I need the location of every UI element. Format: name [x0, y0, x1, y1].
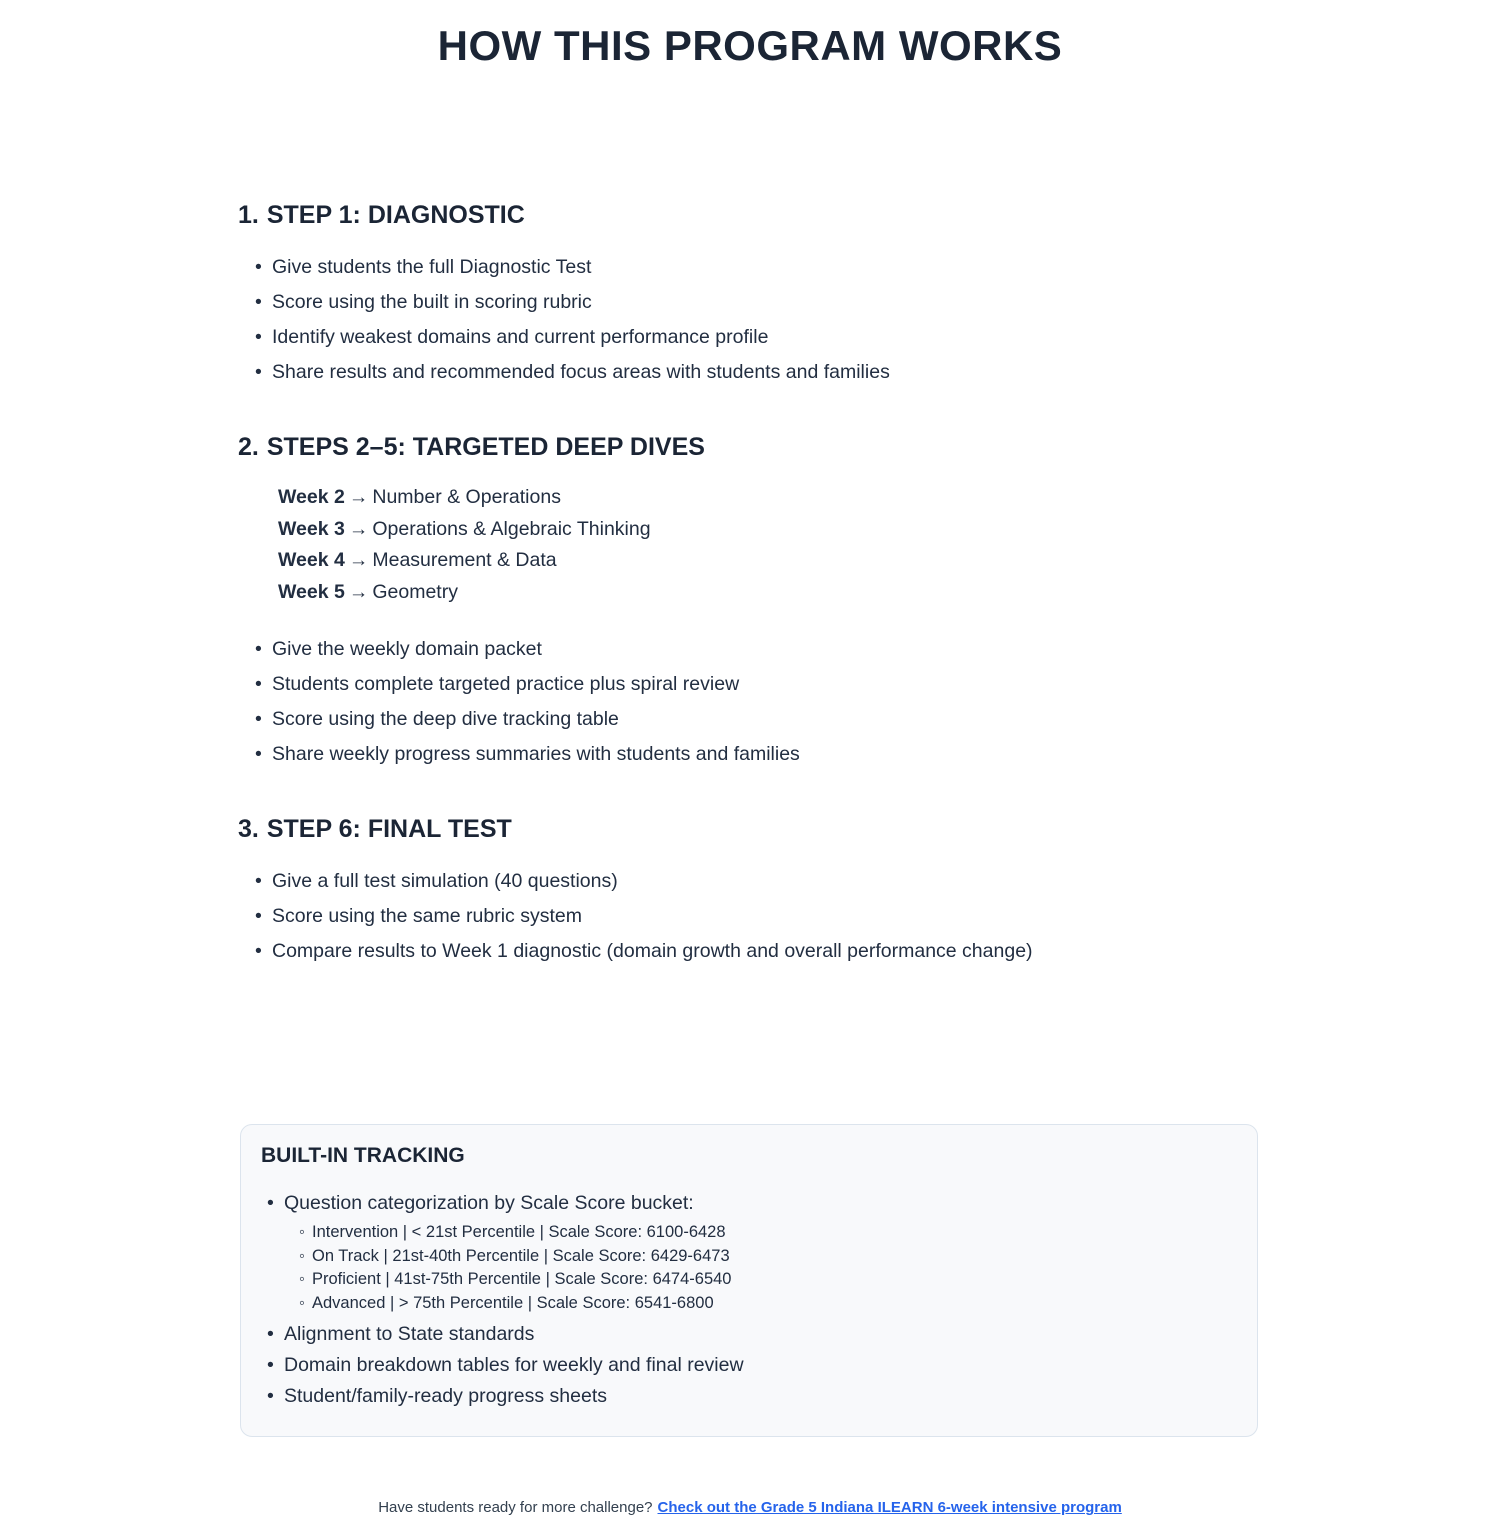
bullet-text: Give a full test simulation (40 questions) [272, 870, 618, 893]
arrow-icon: → [348, 486, 369, 509]
bullet-item [255, 355, 1260, 390]
weekly-schedule [278, 482, 1260, 608]
section-steps-2-5-deep-dives [238, 432, 1260, 772]
section-title: STEPS 2–5: TARGETED DEEP DIVES [266, 433, 705, 462]
section-number: 1. [238, 201, 259, 230]
bullet-item [267, 1319, 1233, 1350]
section-heading [238, 432, 1260, 462]
bullet-item [255, 864, 1260, 899]
scale-score-bucket [299, 1268, 1233, 1292]
scale-score-bucket [299, 1245, 1233, 1269]
arrow-icon: → [348, 549, 369, 572]
week-line [278, 545, 1260, 577]
bullet-marker: • [267, 1385, 274, 1408]
scale-score-bucket [299, 1221, 1233, 1245]
bullet-text: Identify weakest domains and current performance profile [272, 326, 769, 349]
main-content [238, 200, 1260, 1437]
arrow-icon: → [348, 517, 369, 540]
sub-bullet-marker: ◦ [299, 1270, 305, 1289]
footer [0, 1499, 1500, 1516]
built-in-tracking-box [240, 1124, 1258, 1437]
bullet-list [238, 250, 1260, 390]
bullet-list [238, 864, 1260, 969]
scale-score-bucket [299, 1292, 1233, 1316]
tracking-box-title: BUILT-IN TRACKING [261, 1144, 465, 1168]
sub-bullet-marker: ◦ [299, 1293, 305, 1312]
bullet-text: Students complete targeted practice plus spiral review [272, 673, 740, 696]
section-title: STEP 6: FINAL TEST [266, 815, 512, 844]
program-overview-page [0, 22, 1500, 1522]
bucket-text: Advanced | > 75th Percentile | Scale Score: 6541-6800 [312, 1293, 714, 1312]
section-step-1-diagnostic [238, 200, 1260, 390]
week-label: Week 3 [278, 517, 345, 540]
week-line [278, 482, 1260, 514]
bullet-item [255, 702, 1260, 737]
bullet-text: Share results and recommended focus areas with students and families [272, 361, 890, 384]
section-number: 2. [238, 433, 259, 462]
bullet-marker: • [255, 326, 262, 349]
bullet-text: Question categorization by Scale Score bucket: [284, 1192, 694, 1215]
bullet-item [255, 632, 1260, 667]
bullet-item [255, 285, 1260, 320]
steps-list [238, 200, 1260, 969]
week-line [278, 577, 1260, 609]
week-topic: Operations & Algebraic Thinking [372, 517, 651, 540]
footer-text: Have students ready for more challenge? [378, 1499, 653, 1517]
tracking-bullet-list [261, 1188, 1233, 1412]
bullet-item [255, 250, 1260, 285]
bullet-item [255, 737, 1260, 772]
week-label: Week 5 [278, 580, 345, 603]
bullet-list [238, 632, 1260, 772]
sub-bullet-marker: ◦ [299, 1223, 305, 1242]
bullet-item [255, 934, 1260, 969]
bullet-text: Give students the full Diagnostic Test [272, 256, 592, 279]
bullet-marker: • [255, 905, 262, 928]
bullet-item [267, 1188, 1233, 1315]
grade5-program-link[interactable]: Check out the Grade 5 Indiana ILEARN 6-week intensive program [657, 1499, 1122, 1517]
arrow-icon: → [348, 580, 369, 603]
week-line [278, 514, 1260, 546]
bullet-text: Domain breakdown tables for weekly and final review [284, 1354, 744, 1377]
section-number: 3. [238, 815, 259, 844]
bullet-marker: • [255, 361, 262, 384]
section-title: STEP 1: DIAGNOSTIC [266, 201, 525, 230]
bullet-text: Give the weekly domain packet [272, 638, 542, 661]
page-title: HOW THIS PROGRAM WORKS [437, 22, 1063, 69]
bullet-text: Score using the same rubric system [272, 905, 582, 928]
bullet-marker: • [255, 638, 262, 661]
bullet-item [255, 320, 1260, 355]
bucket-text: Proficient | 41st-75th Percentile | Scale Score: 6474-6540 [312, 1270, 732, 1289]
bucket-text: Intervention | < 21st Percentile | Scale Score: 6100-6428 [312, 1223, 726, 1242]
bullet-item [255, 899, 1260, 934]
bullet-text: Student/family-ready progress sheets [284, 1385, 607, 1408]
bullet-marker: • [255, 291, 262, 314]
bullet-marker: • [255, 673, 262, 696]
week-label: Week 4 [278, 549, 345, 572]
section-heading [238, 814, 1260, 844]
section-heading [238, 200, 1260, 230]
bullet-item [267, 1350, 1233, 1381]
bullet-marker: • [255, 743, 262, 766]
bullet-marker: • [267, 1323, 274, 1346]
bullet-marker: • [255, 708, 262, 731]
bullet-marker: • [255, 870, 262, 893]
bullet-marker: • [267, 1192, 274, 1215]
bullet-text: Score using the deep dive tracking table [272, 708, 619, 731]
scale-score-bucket-list [267, 1221, 1233, 1315]
section-step-6-final-test [238, 814, 1260, 969]
bucket-text: On Track | 21st-40th Percentile | Scale Score: 6429-6473 [312, 1246, 730, 1265]
bullet-marker: • [255, 256, 262, 279]
week-label: Week 2 [278, 486, 345, 509]
bullet-marker: • [255, 940, 262, 963]
bullet-item [267, 1381, 1233, 1412]
bullet-text: Share weekly progress summaries with students and families [272, 743, 800, 766]
bullet-item [255, 667, 1260, 702]
week-topic: Geometry [372, 580, 458, 603]
bullet-text: Score using the built in scoring rubric [272, 291, 592, 314]
week-topic: Number & Operations [372, 486, 561, 509]
sub-bullet-marker: ◦ [299, 1246, 305, 1265]
bullet-text: Compare results to Week 1 diagnostic (domain growth and overall performance change) [272, 940, 1033, 963]
week-topic: Measurement & Data [372, 549, 557, 572]
bullet-text: Alignment to State standards [284, 1323, 535, 1346]
bullet-marker: • [267, 1354, 274, 1377]
